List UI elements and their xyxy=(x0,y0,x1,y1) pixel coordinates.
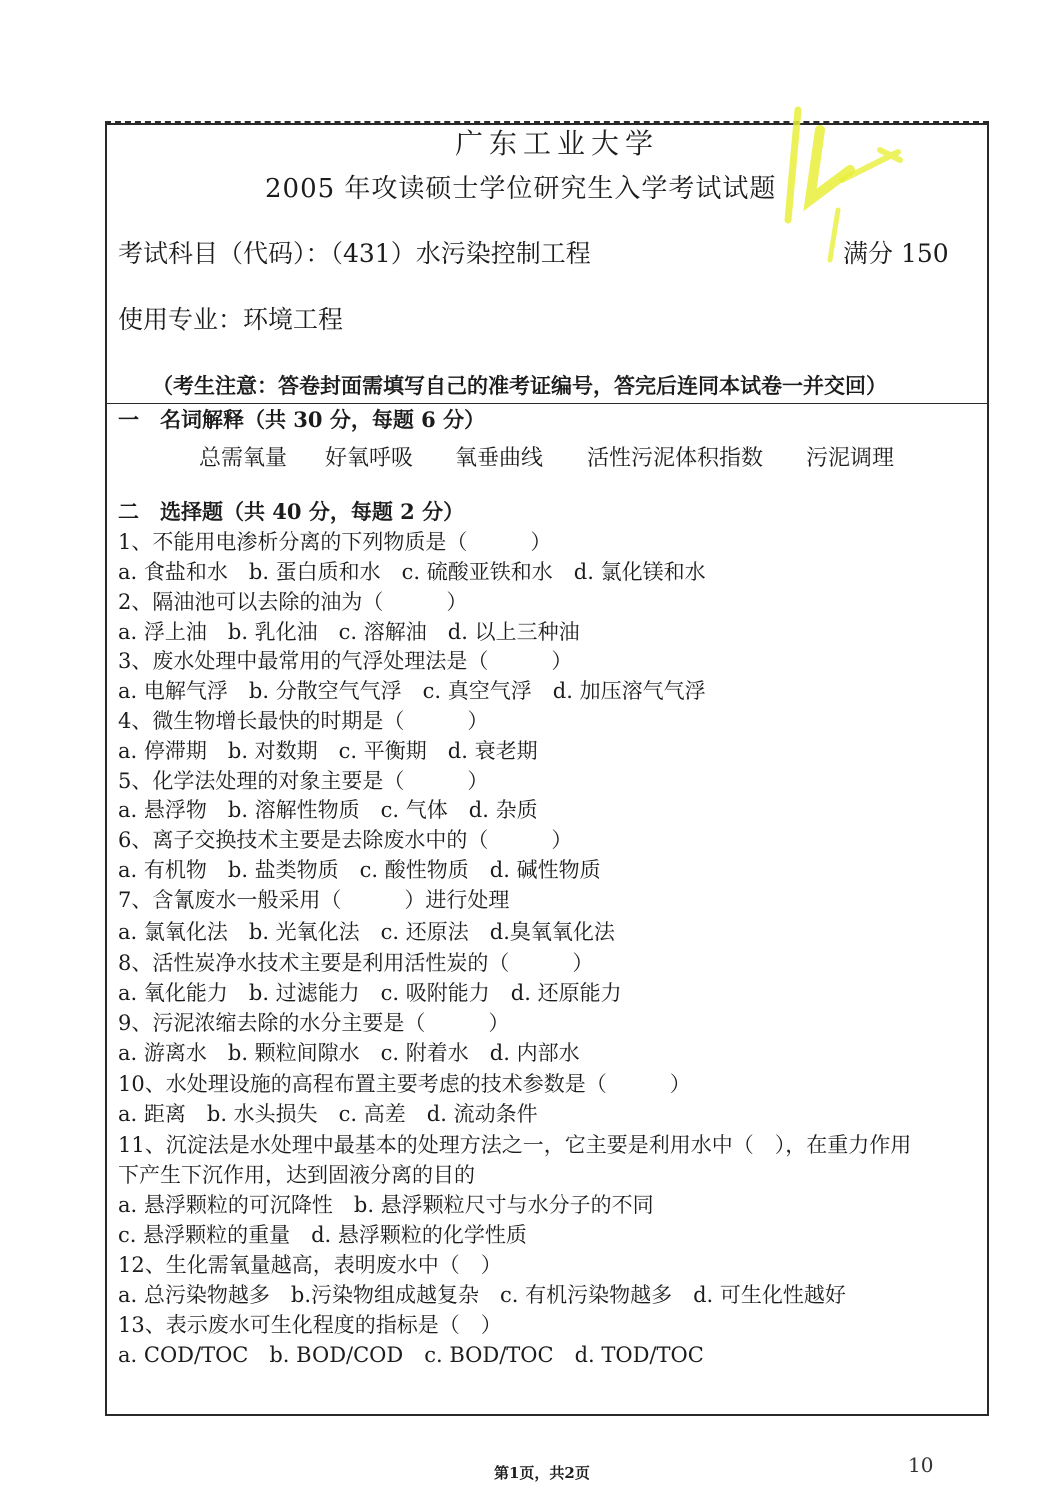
option-line: a. 电解气浮 b. 分散空气气浮 c. 真空气浮 d. 加压溶气气浮 xyxy=(118,679,706,703)
section-1-title: 一 名词解释（共 30 分，每题 6 分） xyxy=(118,407,486,432)
term-item: 氧垂曲线 xyxy=(455,446,544,471)
option-line: a. 悬浮物 b. 溶解性物质 c. 气体 d. 杂质 xyxy=(118,798,538,822)
option-line: a. 游离水 b. 颗粒间隙水 c. 附着水 d. 内部水 xyxy=(118,1041,580,1065)
question-line: 10、水处理设施的高程布置主要考虑的技术参数是（ ） xyxy=(118,1072,691,1096)
question-line: 13、表示废水可生化程度的指标是（ ） xyxy=(118,1313,502,1337)
option-line: a. 停滞期 b. 对数期 c. 平衡期 d. 衰老期 xyxy=(118,739,538,763)
term-item: 总需氧量 xyxy=(199,446,288,471)
question-line: 4、微生物增长最快的时期是（ ） xyxy=(118,709,489,733)
question-line: 7、含氰废水一般采用（ ）进行处理 xyxy=(118,888,510,912)
question-line: 6、离子交换技术主要是去除废水中的（ ） xyxy=(118,828,573,852)
question-line: 下产生下沉作用，达到固液分离的目的 xyxy=(118,1163,475,1187)
option-line: a. COD/TOC b. BOD/COD c. BOD/TOC d. TOD/TOC xyxy=(118,1343,704,1367)
option-line: a. 悬浮颗粒的可沉降性 b. 悬浮颗粒尺寸与水分子的不同 xyxy=(118,1193,654,1217)
term-item: 污泥调理 xyxy=(806,446,895,471)
exam-title: 2005 年攻读硕士学位研究生入学考试试题 xyxy=(265,174,777,204)
header-divider xyxy=(107,403,987,404)
term-item: 活性污泥体积指数 xyxy=(587,446,764,471)
major-label: 使用专业：环境工程 xyxy=(118,305,344,334)
option-line: a. 食盐和水 b. 蛋白质和水 c. 硫酸亚铁和水 d. 氯化镁和水 xyxy=(118,560,706,584)
page-info: 第1页，共2页 xyxy=(494,1464,590,1482)
term-item: 好氧呼吸 xyxy=(325,446,414,471)
question-line: 11、沉淀法是水处理中最基本的处理方法之一，它主要是利用水中（ ），在重力作用 xyxy=(118,1133,912,1157)
university-name: 广东工业大学 xyxy=(455,127,660,160)
page-number: 10 xyxy=(908,1453,934,1477)
option-line: a. 总污染物越多 b.污染物组成越复杂 c. 有机污染物越多 d. 可生化性越好 xyxy=(118,1283,846,1307)
option-line: a. 浮上油 b. 乳化油 c. 溶解油 d. 以上三种油 xyxy=(118,620,580,644)
option-line: a. 氧化能力 b. 过滤能力 c. 吸附能力 d. 还原能力 xyxy=(118,981,622,1005)
question-line: 9、污泥浓缩去除的水分主要是（ ） xyxy=(118,1011,510,1035)
question-line: 1、不能用电渗析分离的下列物质是（ ） xyxy=(118,530,552,554)
full-score: 满分 150 xyxy=(843,239,949,268)
subject-label: 考试科目（代码）：（431）水污染控制工程 xyxy=(118,239,591,268)
option-line: a. 有机物 b. 盐类物质 c. 酸性物质 d. 碱性物质 xyxy=(118,858,601,882)
question-line: 2、隔油池可以去除的油为（ ） xyxy=(118,590,468,614)
section-2-title: 二 选择题（共 40 分，每题 2 分） xyxy=(118,499,465,524)
exam-notice: （考生注意：答卷封面需填写自己的准考证编号，答完后连同本试卷一并交回） xyxy=(152,373,887,398)
option-line: a. 氯氧化法 b. 光氧化法 c. 还原法 d.臭氧氧化法 xyxy=(118,920,615,944)
question-line: 5、化学法处理的对象主要是（ ） xyxy=(118,769,489,793)
option-line: a. 距离 b. 水头损失 c. 高差 d. 流动条件 xyxy=(118,1102,538,1126)
option-line: c. 悬浮颗粒的重量 d. 悬浮颗粒的化学性质 xyxy=(118,1223,527,1247)
question-line: 8、活性炭净水技术主要是利用活性炭的（ ） xyxy=(118,951,594,975)
question-line: 3、废水处理中最常用的气浮处理法是（ ） xyxy=(118,649,573,673)
question-line: 12、生化需氧量越高，表明废水中（ ） xyxy=(118,1253,502,1277)
